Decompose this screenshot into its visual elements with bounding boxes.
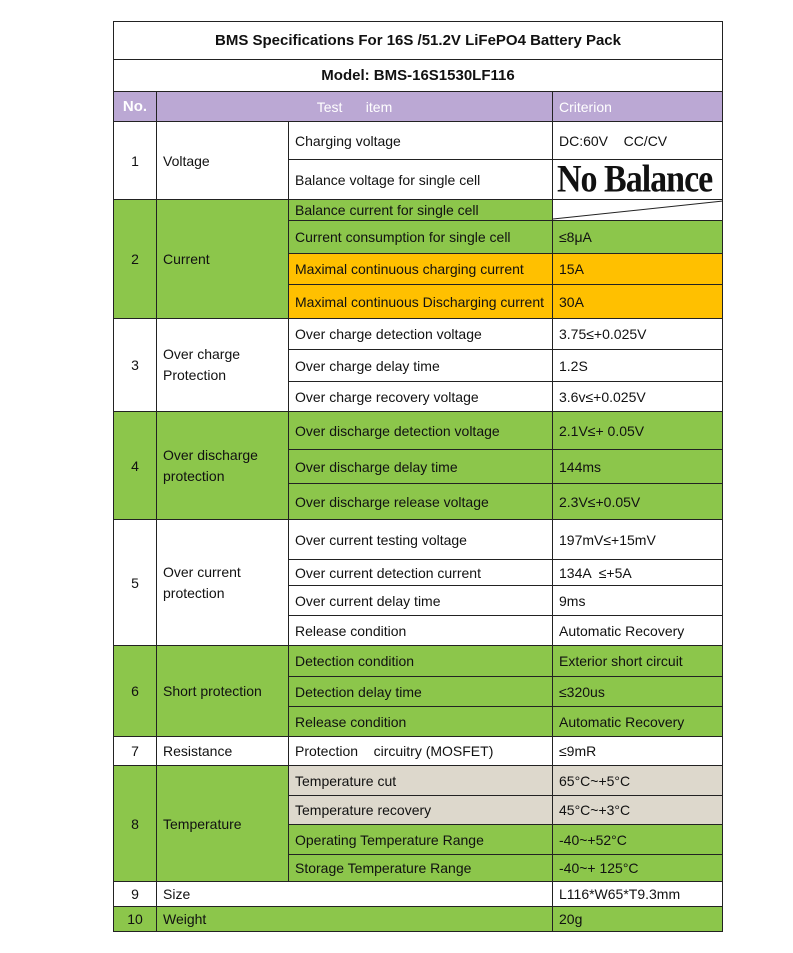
row-no: 9 (114, 882, 157, 907)
header-test-item: Test item (157, 92, 553, 122)
row-sub: Release condition (289, 616, 553, 646)
header-criterion: Criterion (553, 92, 723, 122)
table-row (114, 646, 723, 677)
row-no: 10 (114, 907, 157, 932)
header-no: No. (114, 92, 157, 122)
row-no: 8 (114, 766, 157, 882)
row-criterion: Exterior short circuit (553, 646, 723, 677)
table-row (114, 200, 723, 221)
row-no: 7 (114, 737, 157, 766)
row-sub: Maximal continuous Discharging current (289, 285, 553, 319)
row-sub: Storage Temperature Range (289, 855, 553, 882)
row-criterion: 9ms (553, 586, 723, 616)
row-criterion: 144ms (553, 450, 723, 484)
row-criterion: 15A (553, 254, 723, 285)
model-title: Model: BMS-16S1530LF116 (114, 60, 723, 92)
row-criterion: 134A ≤+5A (553, 560, 723, 586)
row-criterion: ≤320us (553, 677, 723, 707)
row-criterion: 20g (553, 907, 723, 932)
no-balance-text: No Balance (557, 159, 713, 200)
row-sub: Detection condition (289, 646, 553, 677)
table-row (114, 319, 723, 350)
row-sub: Over current delay time (289, 586, 553, 616)
table-row (114, 520, 723, 560)
row-criterion: 197mV≤+15mV (553, 520, 723, 560)
row-item: Temperature (157, 766, 289, 882)
row-no: 5 (114, 520, 157, 646)
header-row (114, 92, 723, 122)
row-sub: Temperature recovery (289, 796, 553, 825)
row-sub: Protection circuitry (MOSFET) (289, 737, 553, 766)
row-no: 3 (114, 319, 157, 412)
row-sub: Over current detection current (289, 560, 553, 586)
row-sub: Charging voltage (289, 122, 553, 160)
table-row (114, 412, 723, 450)
row-no: 2 (114, 200, 157, 319)
row-sub: Release condition (289, 707, 553, 737)
row-no: 1 (114, 122, 157, 200)
row-sub: Over current testing voltage (289, 520, 553, 560)
row-sub: Over charge recovery voltage (289, 382, 553, 412)
row-item: Over charge Protection (157, 319, 289, 412)
row-sub: Over charge delay time (289, 350, 553, 382)
table-row (114, 737, 723, 766)
row-criterion: ≤9mR (553, 737, 723, 766)
row-criterion: 1.2S (553, 350, 723, 382)
row-no: 6 (114, 646, 157, 737)
row-sub: Current consumption for single cell (289, 221, 553, 254)
table-row (114, 907, 723, 932)
row-criterion: 45°C~+3°C (553, 796, 723, 825)
row-sub: Balance voltage for single cell (289, 160, 553, 200)
row-sub: Maximal continuous charging current (289, 254, 553, 285)
row-criterion: DC:60V CC/CV (553, 122, 723, 160)
spec-table (113, 21, 723, 932)
row-sub: Operating Temperature Range (289, 825, 553, 855)
row-criterion: Automatic Recovery (553, 707, 723, 737)
row-item: Voltage (157, 122, 289, 200)
table-row (114, 122, 723, 160)
row-sub: Balance current for single cell (289, 200, 553, 221)
row-criterion: 3.75≤+0.025V (553, 319, 723, 350)
row-criterion: -40~+52°C (553, 825, 723, 855)
row-item: Current (157, 200, 289, 319)
row-item: Resistance (157, 737, 289, 766)
row-item: Size (157, 882, 553, 907)
row-criterion: 3.6v≤+0.025V (553, 382, 723, 412)
row-sub: Over charge detection voltage (289, 319, 553, 350)
row-criterion: L116*W65*T9.3mm (553, 882, 723, 907)
row-criterion: -40~+ 125°C (553, 855, 723, 882)
row-criterion: Automatic Recovery (553, 616, 723, 646)
row-item: Short protection (157, 646, 289, 737)
row-sub: Detection delay time (289, 677, 553, 707)
row-item: Weight (157, 907, 553, 932)
row-item: Over discharge protection (157, 412, 289, 520)
row-criterion: 2.3V≤+0.05V (553, 484, 723, 520)
row-criterion: ≤8μA (553, 221, 723, 254)
row-criterion: 2.1V≤+ 0.05V (553, 412, 723, 450)
row-sub: Over discharge detection voltage (289, 412, 553, 450)
table-row (114, 766, 723, 796)
row-criterion: 65°C~+5°C (553, 766, 723, 796)
no-balance-stamp (553, 160, 723, 200)
row-item: Over current protection (157, 520, 289, 646)
row-criterion: 30A (553, 285, 723, 319)
table-title: BMS Specifications For 16S /51.2V LiFePO4 Battery Pack (114, 22, 723, 60)
row-sub: Temperature cut (289, 766, 553, 796)
row-sub: Over discharge delay time (289, 450, 553, 484)
row-no: 4 (114, 412, 157, 520)
table-row (114, 882, 723, 907)
empty-criterion-cell (553, 200, 723, 221)
diagonal-line (553, 200, 723, 220)
row-sub: Over discharge release voltage (289, 484, 553, 520)
